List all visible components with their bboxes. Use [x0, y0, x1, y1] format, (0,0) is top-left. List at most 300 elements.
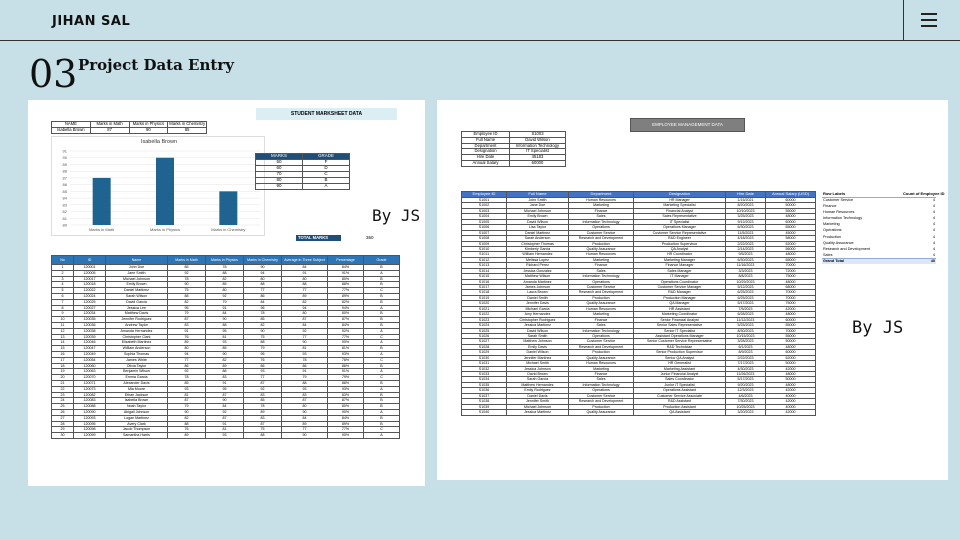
marks-cell: 21 [52, 380, 74, 386]
marks-cell: Jacob Thompson [106, 427, 168, 433]
marks-cell: Sophia Thomas [106, 351, 168, 357]
employee-cell: 65000 [766, 225, 816, 230]
employee-cell: 7/5/2023 [726, 306, 766, 311]
marks-cell: A [364, 409, 400, 415]
employee-cell: Information Technology [569, 219, 634, 224]
marks-cell: 77% [328, 427, 364, 433]
employee-header: Hire Date [726, 192, 766, 198]
employee-cell: 60000 [766, 317, 816, 322]
marks-cell: 82 [244, 322, 282, 328]
marks-cell: Jane Smith [106, 270, 168, 276]
employee-cell: 2/14/2023 [726, 246, 766, 251]
employee-cell: Matthew Hernandez [507, 382, 569, 387]
marks-cell: 120025 [74, 299, 106, 305]
marks-cell: 120093 [74, 415, 106, 421]
pivot-cell: Operations [823, 228, 842, 233]
marks-cell: 95 [244, 351, 282, 357]
employee-cell: Matthew Wilson [507, 274, 569, 279]
marks-cell: 85 [206, 346, 244, 352]
employee-cell: 40000 [766, 404, 816, 409]
pivot-cell: 4 [932, 234, 935, 239]
marks-cell: 94 [168, 351, 206, 357]
employee-cell: R&D Assistant [634, 399, 726, 404]
marks-cell: 80% [328, 311, 364, 317]
pivot-header: Row Labels [822, 192, 902, 197]
marks-cell: 120063 [74, 369, 106, 375]
marks-cell: 19 [52, 369, 74, 375]
grade-cell: F [303, 160, 350, 166]
employee-cell: 50000 [766, 339, 816, 344]
employee-cell: R&D Engineer [634, 236, 726, 241]
employee-cell: 11/5/2023 [726, 230, 766, 235]
employee-cell: 68000 [766, 285, 816, 290]
marks-cell: Alexander Davis [106, 380, 168, 386]
employee-cell: S1005 [462, 219, 507, 224]
marks-cell: Avery Clark [106, 421, 168, 427]
marks-cell: 83 [282, 392, 328, 398]
marks-cell: 25 [52, 404, 74, 410]
employee-cell: 56000 [766, 246, 816, 251]
marks-cell: B [364, 415, 400, 421]
employee-cell: Customer Service Associate [634, 393, 726, 398]
pivot-cell: Information Technology [823, 216, 863, 221]
marks-cell: 120049 [74, 351, 106, 357]
marks-cell: 92% [328, 328, 364, 334]
employee-cell: S1019 [462, 295, 507, 300]
employee-cell: S1017 [462, 285, 507, 290]
marks-cell: 90 [282, 340, 328, 346]
employee-cell: 4/18/2023 [726, 236, 766, 241]
chart-x-label: Marks in Chemistry [211, 227, 246, 232]
marksheet-screenshot [28, 100, 425, 486]
employee-cell: S1014 [462, 268, 507, 273]
marks-cell: 84% [328, 415, 364, 421]
marks-cell: 92 [282, 328, 328, 334]
marks-cell: 94 [282, 305, 328, 311]
employee-cell: David Wilson [507, 328, 569, 333]
employee-cell: Research and Development [569, 290, 634, 295]
marks-cell: 80 [282, 276, 328, 282]
marks-cell: 30 [52, 433, 74, 439]
employee-cell: Sales [569, 377, 634, 382]
grade-cell: 50 [256, 160, 303, 166]
chart-bar [156, 158, 174, 225]
marks-cell: 120073 [74, 386, 106, 392]
employee-cell: 6/25/2023 [726, 295, 766, 300]
employee-cell: Operations [569, 225, 634, 230]
employee-cell: Marketing [569, 203, 634, 208]
marks-cell: 90 [168, 282, 206, 288]
total-marks-label: TOTAL MARKS [296, 235, 341, 241]
marks-cell: 81 [206, 427, 244, 433]
marks-cell: 78 [244, 404, 282, 410]
marks-cell: A [364, 386, 400, 392]
employee-cell: Research and Development [569, 344, 634, 349]
marks-cell: 79 [282, 375, 328, 381]
hamburger-menu-icon[interactable] [921, 13, 939, 27]
marks-cell: 89 [244, 409, 282, 415]
marks-cell: 3 [52, 276, 74, 282]
employee-cell: 60000 [766, 198, 816, 203]
employee-cell: 70000 [766, 290, 816, 295]
marks-cell: 78% [328, 357, 364, 363]
employee-cell: Finance [569, 263, 634, 268]
marks-cell: B [364, 282, 400, 288]
employee-cell: S1035 [462, 382, 507, 387]
marks-cell: 75 [168, 288, 206, 294]
marks-cell: B [364, 380, 400, 386]
marks-cell: Michael Johnson [106, 276, 168, 282]
marks-cell: Emma Garcia [106, 375, 168, 381]
employee-cell: Customer Service [569, 230, 634, 235]
employee-cell: Senior Financial Analyst [634, 317, 726, 322]
employee-cell: S1023 [462, 317, 507, 322]
marks-cell: 120099 [74, 433, 106, 439]
employee-header: Department [569, 192, 634, 198]
employee-cell: Quality Assurance [569, 301, 634, 306]
marks-cell: 17 [52, 357, 74, 363]
chart-y-tick: 83 [62, 202, 67, 208]
employee-cell: S1006 [462, 225, 507, 230]
marks-cell: 93 [244, 369, 282, 375]
marks-header: No [52, 256, 74, 265]
pivot-cell: Sales [823, 252, 833, 257]
employee-cell: 3/28/2023 [726, 339, 766, 344]
marks-cell: 77 [244, 375, 282, 381]
employee-cell: S1037 [462, 393, 507, 398]
employee-cell: 11/12/2023 [726, 317, 766, 322]
marks-cell: 90 [206, 317, 244, 323]
marks-cell: 88 [206, 270, 244, 276]
employee-cell: Daniel Davis [507, 393, 569, 398]
marks-cell: 83% [328, 392, 364, 398]
marks-cell: 28 [52, 421, 74, 427]
detail-row [462, 160, 566, 166]
marks-cell: 75 [244, 334, 282, 340]
employee-cell: Production Assistant [634, 404, 726, 409]
marks-cell: 120005 [74, 270, 106, 276]
marks-cell: 9 [52, 311, 74, 317]
marks-cell: 89 [282, 421, 328, 427]
employee-cell: Michael Smith [507, 361, 569, 366]
employee-cell: S1013 [462, 263, 507, 268]
grade-table [255, 153, 350, 190]
section-title: Project Data Entry [78, 56, 234, 74]
employee-cell: Sarah Garcia [507, 377, 569, 382]
employee-cell: 11/16/2023 [726, 263, 766, 268]
employee-cell: 10/15/2023 [726, 333, 766, 338]
student-marks-table [51, 255, 400, 439]
employee-cell: Senior Production Supervisor [634, 350, 726, 355]
marks-cell: 10 [52, 317, 74, 323]
employee-cell: HR Manager [634, 198, 726, 203]
marks-cell: Abigail Johnson [106, 409, 168, 415]
employee-cell: Sales [569, 268, 634, 273]
marks-cell: A [364, 305, 400, 311]
pivot-cell: Customer Service [823, 198, 854, 203]
marks-cell: 88 [244, 433, 282, 439]
marks-cell: 83 [206, 375, 244, 381]
employee-cell: Human Resources [569, 252, 634, 257]
marks-header: Marks in Chemistry [244, 256, 282, 265]
employee-cell: 6/28/2023 [726, 312, 766, 317]
marks-cell: 120027 [74, 305, 106, 311]
employee-cell: 6/30/2023 [726, 257, 766, 262]
marks-cell: 80% [328, 404, 364, 410]
chart-y-tick: 82 [62, 209, 67, 215]
employee-banner: EMPLOYEE MANAGEMENT DATA [630, 118, 745, 132]
chart-x-label: Marks in Physics [149, 227, 181, 232]
marks-cell: 85 [244, 398, 282, 404]
employee-cell: 52000 [766, 241, 816, 246]
marks-header: Percentage [328, 256, 364, 265]
marks-cell: 75 [244, 427, 282, 433]
marks-cell: 90% [328, 340, 364, 346]
marks-cell: 91 [206, 305, 244, 311]
marks-cell: 92 [244, 386, 282, 392]
table-row [52, 433, 400, 439]
marks-cell: B [364, 346, 400, 352]
marks-header: Marks in Math [168, 256, 206, 265]
marks-cell: A [364, 369, 400, 375]
employee-cell: 75000 [766, 301, 816, 306]
employee-cell: 11/26/2023 [726, 372, 766, 377]
student-summary-table [51, 121, 207, 134]
employee-cell: Sales Coordinator [634, 377, 726, 382]
marks-cell: Logan Martinez [106, 415, 168, 421]
employee-cell: Senior QA Analyst [634, 355, 726, 360]
employee-cell: Emily Brown [507, 214, 569, 219]
employee-cell: Daniel Martinez [507, 230, 569, 235]
marks-cell: B [364, 404, 400, 410]
pivot-cell: 4 [932, 216, 935, 221]
employee-cell: Michael Johnson [507, 404, 569, 409]
marks-cell: William Anderson [106, 346, 168, 352]
marks-cell: 86% [328, 363, 364, 369]
marks-cell: 120039 [74, 334, 106, 340]
employee-cell: 3/3/2023 [726, 268, 766, 273]
marks-cell: 16 [52, 351, 74, 357]
employee-cell: Quality Assurance [569, 410, 634, 415]
employee-cell: Junior Financial Analyst [634, 372, 726, 377]
pivot-cell: 4 [932, 198, 935, 203]
employee-cell: S1031 [462, 361, 507, 366]
employee-cell: 42000 [766, 306, 816, 311]
employee-cell: 40000 [766, 393, 816, 398]
marks-cell: A [364, 351, 400, 357]
header-divider [903, 0, 904, 41]
marks-cell: 89 [168, 340, 206, 346]
employee-cell: Emily Davis [507, 344, 569, 349]
employee-cell: Daniel Wilson [507, 350, 569, 355]
employee-cell: 62000 [766, 355, 816, 360]
employee-cell: David Wilson [507, 219, 569, 224]
marks-cell: 93 [206, 340, 244, 346]
marks-cell: 22 [52, 386, 74, 392]
table-row [462, 410, 816, 415]
employee-table [461, 191, 816, 416]
employee-cell: S1004 [462, 214, 507, 219]
grade-row [256, 184, 350, 190]
employee-cell: 70000 [766, 328, 816, 333]
summary-cell: 90 [129, 128, 168, 134]
employee-cell: 7/17/2023 [726, 361, 766, 366]
employee-cell: Research and Development [569, 236, 634, 241]
pivot-total-cell: Grand Total [822, 258, 902, 264]
by-js-label: By JS [372, 206, 421, 225]
employee-cell: Junior IT Specialist [634, 382, 726, 387]
employee-cell: S1018 [462, 290, 507, 295]
employee-cell: Jennifer Martinez [507, 355, 569, 360]
employee-cell: 4/30/2023 [726, 366, 766, 371]
marks-cell: B [364, 276, 400, 282]
employee-cell: William Hernandez [507, 252, 569, 257]
employee-cell: 6/1/2023 [726, 344, 766, 349]
employee-cell: 10/10/2023 [726, 208, 766, 213]
pivot-cell: 4 [932, 222, 935, 227]
marks-cell: 91 [206, 421, 244, 427]
chart-title: Isabella Brown [140, 139, 178, 145]
chart-y-tick: 90 [62, 155, 67, 161]
marks-cell: 92 [206, 293, 244, 299]
grade-cell: 80 [256, 178, 303, 184]
detail-cell: Annual Salary [462, 160, 510, 166]
marks-cell: 80 [244, 276, 282, 282]
employee-cell: Sales [569, 323, 634, 328]
employee-cell: 6/30/2023 [726, 225, 766, 230]
pivot-cell: 4 [932, 228, 935, 233]
employee-cell: 42000 [766, 410, 816, 415]
marks-cell: 82% [328, 299, 364, 305]
marks-cell: 81 [282, 346, 328, 352]
marks-cell: 88% [328, 380, 364, 386]
marks-cell: Andrew Taylor [106, 322, 168, 328]
marks-cell: 11 [52, 322, 74, 328]
employee-cell: Human Resources [569, 361, 634, 366]
pivot-cell: Marketing [823, 222, 840, 227]
marks-cell: 18 [52, 363, 74, 369]
marks-cell: 89 [206, 363, 244, 369]
employee-cell: QA Manager [634, 301, 726, 306]
detail-cell: IT Specialist [510, 149, 566, 155]
employee-cell: 48000 [766, 252, 816, 257]
chart-y-tick: 91 [62, 148, 67, 154]
employee-cell: S1033 [462, 372, 507, 377]
marks-cell: 91% [328, 369, 364, 375]
employee-cell: HR Coordinator [634, 252, 726, 257]
marks-cell: 120082 [74, 392, 106, 398]
employee-cell: S1030 [462, 355, 507, 360]
marks-cell: 87% [328, 398, 364, 404]
detail-cell: 45183 [510, 155, 566, 161]
marks-cell: 14 [52, 340, 74, 346]
employee-cell: 75000 [766, 274, 816, 279]
marks-cell: 88 [244, 282, 282, 288]
marks-cell: James White [106, 357, 168, 363]
marks-cell: 76 [168, 427, 206, 433]
summary-header: Marks in Physics [129, 122, 168, 128]
marks-cell: 84 [244, 299, 282, 305]
marks-cell: 91 [206, 380, 244, 386]
employee-cell: 3/20/2023 [726, 410, 766, 415]
marks-cell: C [364, 427, 400, 433]
employee-cell: S1016 [462, 279, 507, 284]
employee-cell: S1007 [462, 230, 507, 235]
chart-svg [52, 137, 266, 237]
employee-cell: 1/15/2021 [726, 198, 766, 203]
employee-cell: 10/29/2023 [726, 279, 766, 284]
employee-cell: Jane Doe [507, 203, 569, 208]
marks-cell: 89% [328, 293, 364, 299]
employee-cell: 45000 [766, 230, 816, 235]
employee-cell: 48000 [766, 214, 816, 219]
marks-cell: 2 [52, 270, 74, 276]
marks-cell: 87 [244, 421, 282, 427]
marks-cell: 90 [206, 351, 244, 357]
marks-cell: 88 [206, 369, 244, 375]
chart-y-tick: 85 [62, 188, 67, 194]
employee-cell: 50000 [766, 377, 816, 382]
employee-cell: HR Assistant [634, 306, 726, 311]
employee-cell: S1027 [462, 339, 507, 344]
chart-y-tick: 86 [62, 182, 67, 188]
marks-cell: 86 [244, 363, 282, 369]
marks-cell: 82 [168, 299, 206, 305]
detail-cell: Employee ID [462, 132, 510, 138]
employee-cell: 2/22/2023 [726, 355, 766, 360]
marks-cell: 120095 [74, 421, 106, 427]
employee-cell: Customer Service [569, 393, 634, 398]
employee-cell: Marketing Coordinator [634, 312, 726, 317]
employee-cell: Marketing Assistant [634, 366, 726, 371]
marks-cell: C [364, 334, 400, 340]
employee-cell: Michael Garcia [507, 306, 569, 311]
marks-cell: C [364, 288, 400, 294]
marks-cell: 86 [282, 363, 328, 369]
employee-cell: Marketing Specialist [634, 203, 726, 208]
marks-cell: 81% [328, 346, 364, 352]
marks-cell: 7 [52, 299, 74, 305]
marks-cell: 94% [328, 305, 364, 311]
marks-cell: 84% [328, 265, 364, 271]
marks-cell: Amanda Hernandez [106, 328, 168, 334]
pivot-cell: Production [823, 234, 842, 239]
employee-cell: S1009 [462, 241, 507, 246]
summary-cell: 87 [90, 128, 129, 134]
employee-cell: 4/6/2023 [726, 393, 766, 398]
employee-cell: S1015 [462, 274, 507, 279]
marks-header: Grade [364, 256, 400, 265]
marks-cell: B [364, 265, 400, 271]
employee-cell: Production Supervisor [634, 241, 726, 246]
employee-cell: Information Technology [569, 328, 634, 333]
marks-cell: 120098 [74, 427, 106, 433]
marks-cell: B [364, 293, 400, 299]
marks-cell: 13 [52, 334, 74, 340]
employee-cell: S1038 [462, 399, 507, 404]
marks-cell: 88 [206, 322, 244, 328]
marks-cell: 4 [52, 282, 74, 288]
employee-cell: 42000 [766, 366, 816, 371]
employee-cell: 48000 [766, 372, 816, 377]
employee-cell: Marketing [569, 257, 634, 262]
employee-cell: Jennifer Smith [507, 399, 569, 404]
marks-cell: 78 [168, 375, 206, 381]
employee-cell: S1040 [462, 410, 507, 415]
marks-cell: 93 [206, 433, 244, 439]
marks-cell: 90% [328, 433, 364, 439]
marks-cell: 24 [52, 398, 74, 404]
